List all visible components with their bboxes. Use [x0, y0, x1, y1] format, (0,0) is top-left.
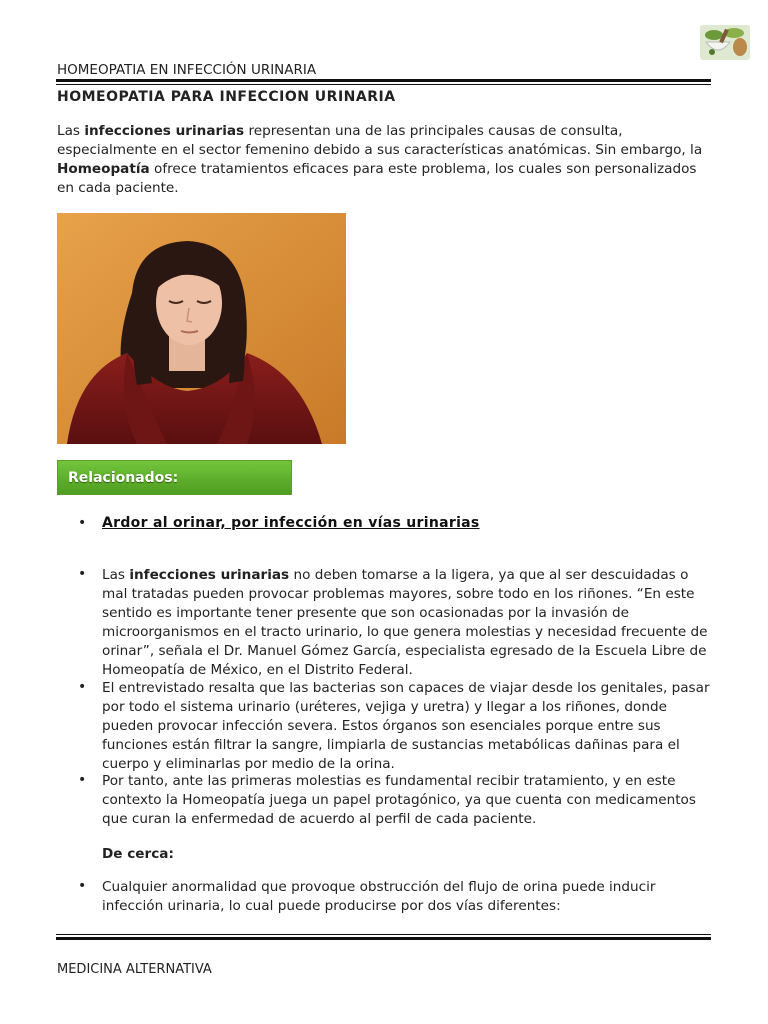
running-header: HOMEOPATIA EN INFECCIÓN URINARIA: [57, 62, 317, 78]
intro-bold-2: Homeopatía: [57, 161, 150, 177]
bullet-icon: •: [78, 878, 87, 894]
bullet-icon: •: [78, 515, 87, 531]
woman-photo: [57, 213, 346, 444]
footer-rule: [56, 937, 711, 940]
list-item-text: no deben tomarse a la ligera, ya que al ser descuidadas o mal tratadas pueden provocar problemas mayores, sobre todo en los riñones. “En este sentido es importante tener presente que son ocasionadas por la invasión de microorganismos en el tracto urinario, lo que genera molestias y necesidad frecuente de orinar”, señala el Dr. Manuel Gómez García, especialista egresado de la Escuela Libre de Homeopatía de México, en el Distrito Federal.: [102, 567, 708, 678]
list-item: El entrevistado resalta que las bacterias son capaces de viajar desde los genitales, pasar por todo el sistema urinario (uréteres, vejiga y uretra) y llegar a los riñones, donde pueden provocar infección severa. Estos órganos son esenciales porque entre sus funciones están filtrar la sangre, limpiarla de sustancias metabólicas dañinas para el cuerpo y eliminarlas por medio de la orina.: [102, 680, 710, 772]
bullet-icon: •: [78, 772, 87, 788]
header-rule: [56, 79, 711, 82]
bullet-icon: •: [78, 679, 87, 695]
subheading: De cerca:: [102, 846, 174, 862]
bullet-icon: •: [78, 566, 87, 582]
intro-text-3: ofrece tratamientos eficaces para este problema, los cuales son personalizados en cada paciente.: [57, 161, 697, 196]
header-rule-thin: [56, 84, 711, 85]
herbs-mortar-icon: [700, 25, 750, 60]
intro-bold-1: infecciones urinarias: [84, 123, 245, 139]
running-footer: MEDICINA ALTERNATIVA: [57, 962, 212, 977]
footer-rule-thin: [56, 934, 711, 935]
list-item: Cualquier anormalidad que provoque obstrucción del flujo de orina puede inducir infección urinaria, lo cual puede producirse por dos vías diferentes:: [102, 879, 656, 914]
intro-paragraph: [57, 122, 717, 198]
list-item: Por tanto, ante las primeras molestias es fundamental recibir tratamiento, y en este contexto la Homeopatía juega un papel protagónico, ya que cuenta con medicamentos que curan la enfermedad de acuerdo al perfil de cada paciente.: [102, 773, 696, 827]
intro-text-2: representan una de las principales causas de consulta, especialmente en el sector femenino debido a sus características anatómicas. Sin embargo, la: [57, 123, 703, 158]
list-item-text: Las: [102, 567, 130, 583]
related-banner: Relacionados:: [57, 460, 292, 495]
intro-text-1: Las: [57, 123, 85, 139]
related-article-link[interactable]: Ardor al orinar, por infección en vías urinarias: [102, 515, 480, 531]
list-item: [102, 566, 712, 680]
page-title: HOMEOPATIA PARA INFECCION URINARIA: [57, 89, 396, 105]
list-item-bold: infecciones urinarias: [129, 567, 290, 583]
